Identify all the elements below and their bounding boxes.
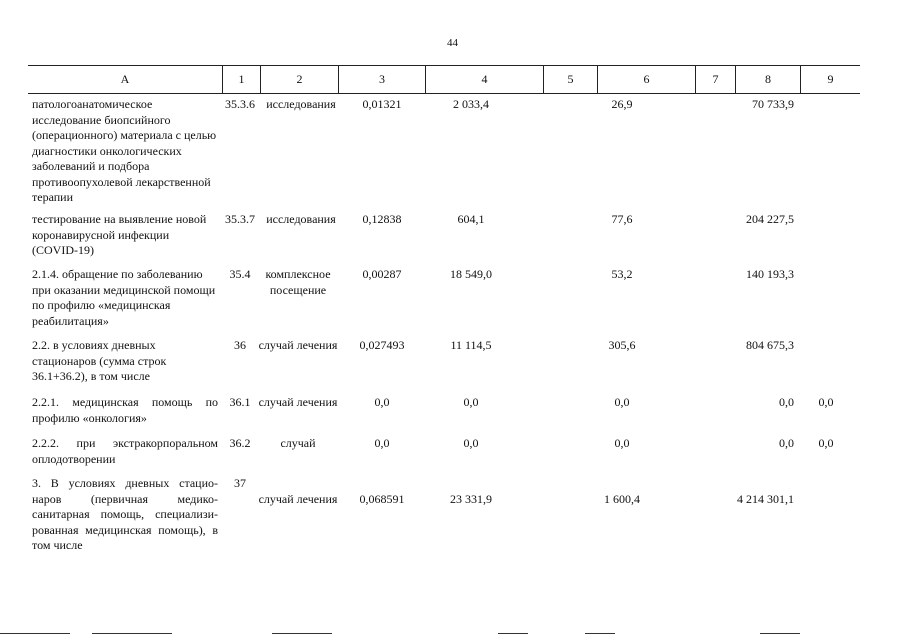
header-col-7: 7 xyxy=(696,66,736,93)
row-col-4: 11 114,5 xyxy=(450,338,492,352)
row-col-6: 1 600,4 xyxy=(604,492,640,506)
row-name: 2.2.2. при экстракорпоральном оплодотворении xyxy=(32,436,218,466)
row-col-8: 204 227,5 xyxy=(746,212,794,226)
row-col-3: 0,068591 xyxy=(359,492,405,506)
row-unit: случай лечения xyxy=(258,338,338,352)
row-col-6: 0,0 xyxy=(614,395,630,409)
row-unit: комплексное посещение xyxy=(265,267,331,297)
row-unit: случай xyxy=(280,436,316,450)
row-col-6: 0,0 xyxy=(614,436,630,450)
row-col-3: 0,01321 xyxy=(362,97,402,111)
header-col-5: 5 xyxy=(544,66,598,93)
header-col-3: 3 xyxy=(339,66,426,93)
header-col-9: 9 xyxy=(827,72,834,86)
row-col-8: 0,0 xyxy=(779,436,794,450)
row-unit: исследования xyxy=(266,97,336,111)
header-col-4: 4 xyxy=(426,66,544,93)
bottom-rule xyxy=(0,633,905,637)
row-code: 35.3.7 xyxy=(225,212,255,226)
header-col-2: 2 xyxy=(261,66,339,93)
row-col-3: 0,12838 xyxy=(362,212,402,226)
row-col-6: 26,9 xyxy=(611,97,633,111)
row-col-3: 0,00287 xyxy=(362,267,402,281)
row-name: 3. В условиях дневных стацио-наров (первичная медико-санитарная помощь, специализи-рованная медицинская помощь), в том числе xyxy=(32,476,218,552)
row-col-3: 0,0 xyxy=(374,395,390,409)
row-col-8: 140 193,3 xyxy=(746,267,794,281)
row-code: 36.1 xyxy=(229,395,251,409)
row-col-9: 0,0 xyxy=(818,436,834,450)
row-col-8: 804 675,3 xyxy=(746,338,794,352)
row-col-4: 2 033,4 xyxy=(453,97,489,111)
row-col-4: 23 331,9 xyxy=(450,492,492,506)
row-col-3: 0,0 xyxy=(374,436,390,450)
row-col-9: 0,0 xyxy=(818,395,834,409)
row-code: 35.4 xyxy=(229,267,251,281)
row-col-8: 4 214 301,1 xyxy=(737,492,794,506)
row-col-3: 0,027493 xyxy=(359,338,405,352)
row-name: тестирование на выявление новой коронавирусной инфекции (COVID-19) xyxy=(32,212,207,257)
row-unit: исследования xyxy=(266,212,336,226)
row-unit: случай лечения xyxy=(258,492,338,506)
row-name: 2.2. в условиях дневных стационаров (сумма строк 36.1+36.2), в том числе xyxy=(32,338,167,383)
table-header xyxy=(28,65,860,94)
row-code: 36.2 xyxy=(229,436,251,450)
row-col-8: 70 733,9 xyxy=(752,97,794,111)
row-code: 36 xyxy=(234,338,246,352)
row-col-4: 0,0 xyxy=(463,395,479,409)
row-name: 2.1.4. обращение по заболеванию при оказании медицинской помощи по профилю «медицинская реабилитация» xyxy=(32,267,216,328)
row-col-6: 305,6 xyxy=(608,338,636,352)
row-col-4: 604,1 xyxy=(457,212,485,226)
row-code: 37 xyxy=(234,476,246,490)
row-unit: случай лечения xyxy=(258,395,338,409)
row-name: 2.2.1. медицинская помощь по профилю «онкология» xyxy=(32,395,218,425)
row-col-8: 0,0 xyxy=(779,395,794,409)
row-col-6: 53,2 xyxy=(611,267,633,281)
header-col-a: А xyxy=(28,66,223,93)
row-col-4: 0,0 xyxy=(463,436,479,450)
row-code: 35.3.6 xyxy=(225,97,255,111)
row-name: патологоанатомическое исследование биопсийного (операционного) материала с целью диагностики онкологических заболеваний и подбора противоопухолевой лекарственной терапии xyxy=(32,97,217,204)
page-number: 44 xyxy=(447,37,458,49)
header-col-6: 6 xyxy=(598,66,696,93)
row-col-4: 18 549,0 xyxy=(450,267,492,281)
row-col-6: 77,6 xyxy=(611,212,633,226)
header-col-8: 8 xyxy=(736,66,801,93)
header-col-1: 1 xyxy=(223,66,261,93)
